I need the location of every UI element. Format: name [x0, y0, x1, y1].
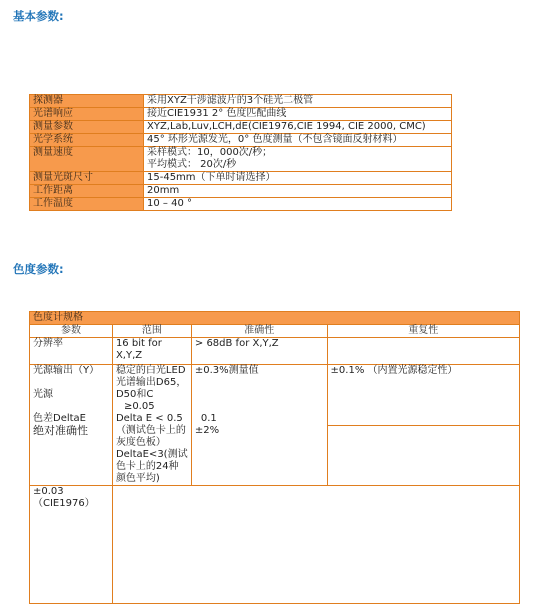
repeat-source: ±0.1% （内置光源稳定性） — [327, 365, 519, 426]
range-led: 稳定的白光LED光谱输出D65，D50和C — [115, 365, 187, 400]
param-source: 光源 — [33, 389, 53, 400]
param-key: 工作距离 — [30, 185, 144, 198]
color-params-table — [29, 311, 520, 604]
table-row — [30, 172, 452, 185]
param-key: 测量速度 — [30, 147, 144, 172]
param-value-line: 采样模式：10，000次/秒； — [147, 147, 273, 158]
repeat-resolution — [327, 338, 519, 365]
param-absolute-accuracy: 绝对准确性 — [33, 424, 88, 437]
table-row — [30, 95, 452, 108]
accuracy-absolute: ±2% — [194, 425, 220, 436]
param-value — [144, 147, 452, 172]
table-row — [30, 121, 452, 134]
param-value — [144, 172, 452, 185]
section-title-color: 色度参数: — [13, 262, 64, 276]
range-delta-min: ≥0.05 — [123, 401, 155, 412]
accuracy-measure: ±0.3%测量值 — [194, 365, 259, 376]
param-value-line: 20mm — [147, 185, 180, 196]
param-value-line: XYZ,Lab,Luv,LCH,dE(CIE1976,CIE 1994, CIE 2000, CMC) — [147, 121, 426, 132]
param-value — [144, 198, 452, 211]
param-value-line: 10 – 40 ° — [147, 198, 192, 209]
table-row — [30, 185, 452, 198]
table-row — [30, 365, 520, 426]
basic-params-table — [29, 94, 452, 211]
param-key: 探测器 — [30, 95, 144, 108]
range-gray: Delta E < 0.5 （测试色卡上的灰度色板） — [115, 413, 186, 448]
param-value — [144, 95, 452, 108]
param-cell — [30, 365, 113, 486]
accuracy-cell — [191, 365, 327, 486]
param-value — [144, 134, 452, 147]
param-value — [144, 121, 452, 134]
section-title-basic: 基本参数: — [13, 9, 64, 23]
range-resolution: 16 bit for X,Y,Z — [112, 338, 191, 365]
param-value-line: 采用XYZ干涉滤波片的3个硅光二极管 — [147, 95, 314, 106]
param-value-line: 45° 环形光源发光，0° 色度测量（不包含镜面反射材料） — [147, 134, 403, 145]
param-value-line: 接近CIE1931 2° 色度匹配曲线 — [147, 108, 287, 119]
table-caption: 色度计规格 — [30, 312, 520, 325]
header-accuracy: 准确性 — [191, 325, 327, 338]
table-row — [30, 134, 452, 147]
table-row — [30, 486, 520, 604]
repeat-delta-e: ±0.03（CIE1976） — [30, 486, 113, 604]
table-row — [30, 338, 520, 365]
param-value — [144, 108, 452, 121]
table-row — [30, 147, 452, 172]
param-key: 测量光斑尺寸 — [30, 172, 144, 185]
range-24colors: DeltaE<3(测试色卡上的24种颜色平均) — [115, 449, 188, 484]
header-range: 范围 — [112, 325, 191, 338]
param-value-line: 15-45mm（下单时请选择） — [147, 172, 276, 183]
param-key: 光学系统 — [30, 134, 144, 147]
accuracy-delta: 0.1 — [200, 413, 217, 424]
param-resolution: 分辨率 — [30, 338, 113, 365]
table-row — [30, 108, 452, 121]
header-repeat: 重复性 — [327, 325, 519, 338]
table-header-row — [30, 325, 520, 338]
param-delta-e: 色差DeltaE — [33, 413, 86, 424]
param-key: 光谱响应 — [30, 108, 144, 121]
param-key: 工作温度 — [30, 198, 144, 211]
range-cell — [112, 365, 191, 486]
table-row — [30, 198, 452, 211]
header-param: 参数 — [30, 325, 113, 338]
repeat-empty — [327, 425, 519, 486]
param-key: 测量参数 — [30, 121, 144, 134]
table-caption-row — [30, 312, 520, 325]
param-value — [144, 185, 452, 198]
accuracy-resolution: > 68dB for X,Y,Z — [191, 338, 327, 365]
param-value-line: 平均模式： 20次/秒 — [147, 159, 237, 170]
param-source-output: 光源输出（Y） — [33, 365, 100, 376]
